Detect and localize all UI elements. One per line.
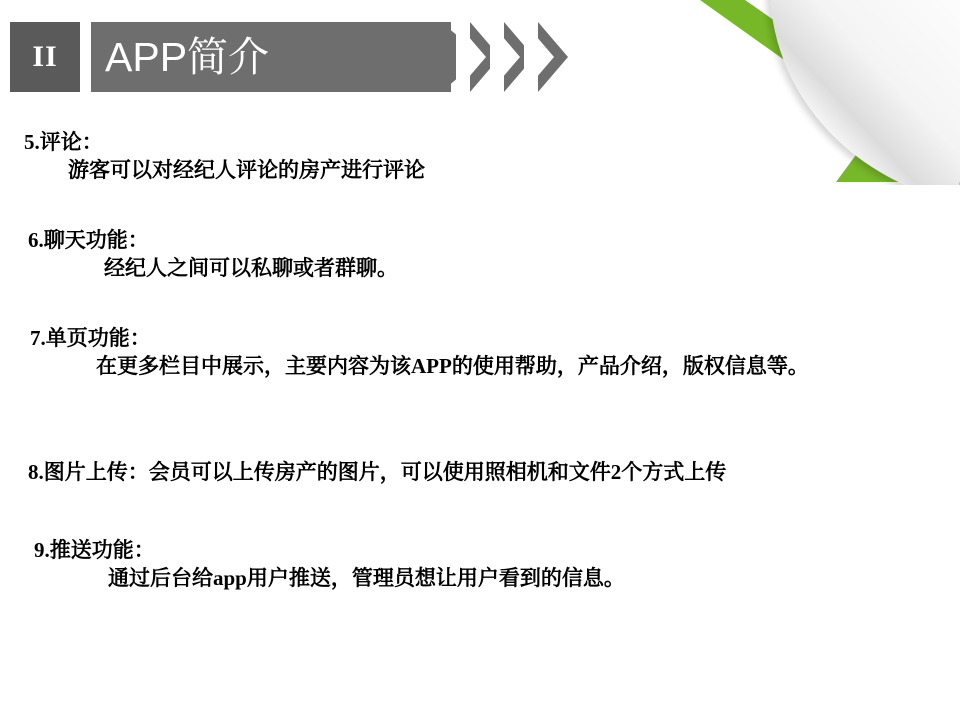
list-item-body: 通过后台给app用户推送，管理员想让用户看到的信息。	[108, 566, 625, 591]
section-number-badge: II	[10, 22, 80, 92]
list-item	[0, 324, 960, 381]
page-title: APP简介	[105, 33, 270, 80]
list-item-body: 在更多栏目中展示，主要内容为该APP的使用帮助，产品介绍，版权信息等。	[96, 354, 809, 379]
header-title-bar	[91, 22, 451, 92]
list-item-body: 经纪人之间可以私聊或者群聊。	[104, 256, 398, 281]
list-item-body: 游客可以对经纪人评论的房产进行评论	[68, 158, 425, 183]
chevron-notch-icon	[456, 22, 486, 92]
list-item-title: 8.图片上传：会员可以上传房产的图片，可以使用照相机和文件2个方式上传	[28, 460, 727, 484]
list-item	[0, 458, 960, 486]
list-item-title: 9.推送功能：	[34, 538, 155, 562]
list-item	[0, 226, 960, 283]
list-item-title: 6.聊天功能：	[28, 228, 149, 252]
list-item	[0, 128, 960, 185]
list-item-title: 5.评论：	[24, 130, 103, 154]
list-item	[0, 536, 960, 593]
list-item-title: 7.单页功能：	[30, 326, 151, 350]
chevron-notch-icon	[490, 22, 520, 92]
slide-header	[10, 22, 451, 92]
chevron-notch-icon	[524, 22, 554, 92]
